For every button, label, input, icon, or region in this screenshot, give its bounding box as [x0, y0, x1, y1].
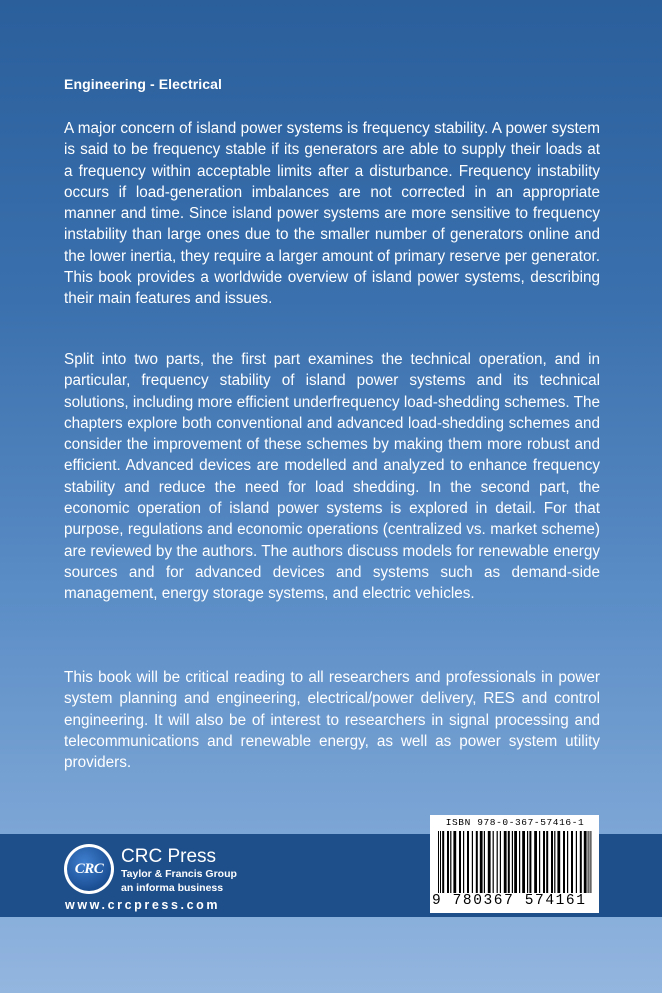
barcode-bar [450, 831, 451, 893]
barcode-bar [588, 831, 589, 893]
barcode-bar [459, 831, 461, 893]
barcode-bar [584, 831, 587, 893]
barcode-digits: 9 780367 574161 [432, 893, 587, 909]
barcode-bar [543, 831, 545, 893]
barcode-bar [571, 831, 573, 893]
barcode-bar [493, 831, 494, 893]
barcode-bar [497, 831, 498, 893]
barcode-bar [567, 831, 568, 893]
barcode-bar [504, 831, 507, 893]
barcode-bar [453, 831, 456, 893]
barcode-bar [480, 831, 483, 893]
barcode-bar [467, 831, 469, 893]
barcode-bar [519, 831, 520, 893]
category-label: Engineering - Electrical [64, 76, 222, 92]
isbn-barcode [430, 815, 599, 913]
barcode-bar [546, 831, 548, 893]
barcode-bar [476, 831, 478, 893]
barcode-bar [500, 831, 501, 893]
barcode-bar [554, 831, 555, 893]
barcode-bar [484, 831, 485, 893]
barcode-bar [472, 831, 473, 893]
barcode-bar [442, 831, 444, 893]
description-paragraph-3: This book will be critical reading to all researchers and professionals in power system planning and engineering, electrical/power delivery, RES and control engineering. It will also be of interest to researchers in signal processing and telecommunications and renewable energy, as well as power system utility providers. [64, 669, 600, 772]
barcode-bar [557, 831, 560, 893]
publisher-name: CRC Press [121, 846, 217, 867]
publisher-group: Taylor & Francis Group [121, 868, 237, 880]
barcode-bar [527, 831, 528, 893]
barcode-bar [514, 831, 517, 893]
barcode-bar [512, 831, 513, 893]
barcode-bar [463, 831, 464, 893]
barcode-bar [447, 831, 449, 893]
barcode-bar [551, 831, 553, 893]
barcode-bar [563, 831, 565, 893]
barcode-bar [438, 831, 439, 893]
barcode-bar [580, 831, 582, 893]
description-paragraph-2: Split into two parts, the first part examines the technical operation, and in particular, frequency stability of island power systems and its technical solutions, including more efficient underfrequency load-shedding schemes. The chapters explore both conventional and advanced load-shedding schemes and consider the improvement of these schemes by making them more robust and efficient. Advanced devices are modelled and analyzed to enhance frequency stability and reduce the need for load shedding. In the second part, the economic operation of island power systems is explored in detail. For that purpose, regulations and economic operations (centralized vs. market scheme) are reviewed by the authors. The authors discuss models for renewable energy sources and for advanced devices and systems such as demand-side management, energy storage systems, and electric vehicles. [64, 351, 600, 603]
publisher-website: www.crcpress.com [65, 898, 221, 912]
crc-logo-text: CRC [67, 847, 111, 891]
barcode-bar [508, 831, 510, 893]
publisher-informa: an informa business [121, 882, 224, 894]
barcode-bar [539, 831, 540, 893]
barcode-bar [590, 831, 591, 893]
barcode-bar [534, 831, 537, 893]
barcode-bar [529, 831, 531, 893]
isbn-text: ISBN 978-0-367-57416-1 [445, 817, 585, 828]
barcode-bar [576, 831, 577, 893]
barcode-bar [488, 831, 491, 893]
crc-logo-icon [64, 844, 114, 894]
barcode-bars [438, 831, 592, 893]
barcode-bar [440, 831, 441, 893]
barcode-bar [522, 831, 525, 893]
description-paragraph-1: A major concern of island power systems is frequency stability. A power system is said to be frequency stable if its generators are able to supply their loads at a frequency within acceptable limits after a disturbance. Frequency instability occurs if load-generation imbalances are not corrected in an appropriate manner and time. Since island power systems are more sensitive to frequency instability than large ones due to the smaller number of generators online and the lower inertia, they require a larger amount of primary reserve per generator. This book provides a worldwide overview of island power systems, describing their main features and issues. [64, 120, 600, 308]
